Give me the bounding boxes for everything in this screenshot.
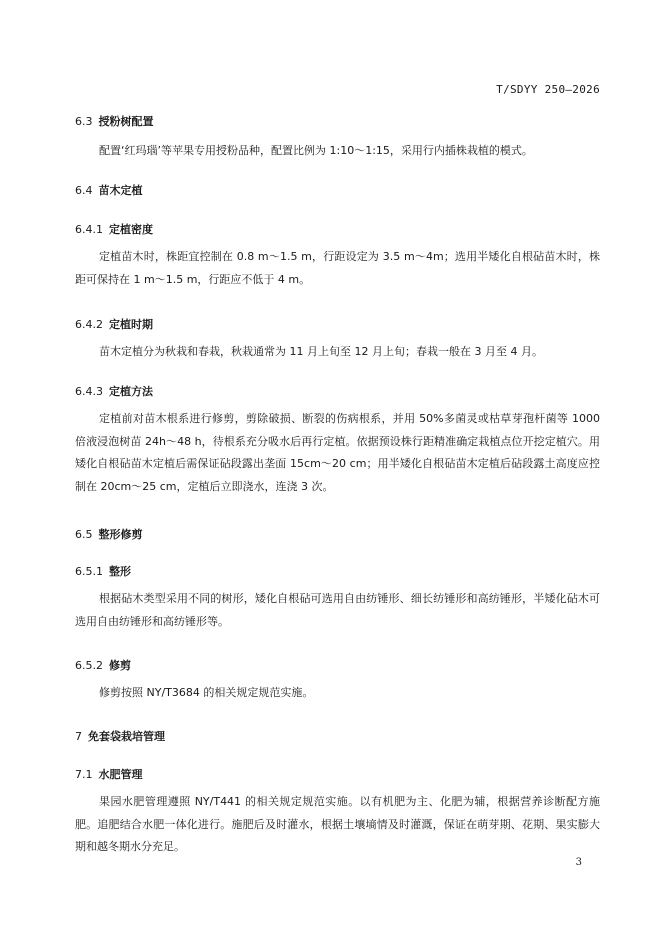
heading-6-5-2 bbox=[75, 657, 131, 673]
paragraph-6-3: 配置‘红玛瑙’等苹果专用授粉品种，配置比例为 1:10～1:15，采用行内插株栽植的模式。 bbox=[99, 144, 533, 157]
heading-6-4-3 bbox=[75, 383, 153, 399]
section-number: 7 bbox=[75, 730, 82, 743]
paragraph-7-1: 果园水肥管理遵照 NY/T441 的相关规定规范实施。以有机肥为主、化肥为辅，根据营养诊断配方施肥。追肥结合水肥一体化进行。施肥后及时灌水，根据土壤墒情及时灌溉，保证在萌芽期、花期、果实膨大期和越冬期水分充足。 bbox=[75, 795, 600, 853]
paragraph-6-5-1: 根据砧木类型采用不同的树形，矮化自根砧可选用自由纺锤形、细长纺锤形和高纺锤形，半矮化砧木可选用自由纺锤形和高纺锤形等。 bbox=[75, 592, 600, 628]
section-number: 6.4 bbox=[75, 184, 93, 197]
heading-7-1 bbox=[75, 766, 143, 782]
section-title: 苗木定植 bbox=[98, 184, 143, 197]
section-number: 6.3 bbox=[75, 115, 93, 128]
section-title: 定植时期 bbox=[109, 318, 153, 331]
section-number: 6.5 bbox=[75, 528, 93, 541]
heading-6-4-1 bbox=[75, 221, 153, 237]
paragraph-6-5-2: 修剪按照 NY/T3684 的相关规定规范实施。 bbox=[99, 686, 314, 699]
page-number: 3 bbox=[575, 857, 582, 868]
section-title: 定植密度 bbox=[109, 223, 153, 236]
section-number: 6.5.1 bbox=[75, 565, 103, 578]
heading-6-5 bbox=[75, 526, 143, 542]
section-title: 水肥管理 bbox=[98, 768, 143, 781]
section-title: 授粉树配置 bbox=[98, 115, 154, 128]
heading-6-4 bbox=[75, 182, 143, 198]
section-title: 定植方法 bbox=[109, 385, 153, 398]
section-title: 修剪 bbox=[109, 659, 131, 672]
section-number: 7.1 bbox=[75, 768, 93, 781]
heading-6-4-2 bbox=[75, 316, 153, 332]
section-title: 整形修剪 bbox=[98, 528, 143, 541]
section-number: 6.4.2 bbox=[75, 318, 103, 331]
section-number: 6.4.1 bbox=[75, 223, 103, 236]
heading-6-3 bbox=[75, 113, 154, 129]
heading-7 bbox=[75, 728, 165, 744]
document-code: T/SDYY 250—2026 bbox=[496, 83, 600, 96]
section-title: 整形 bbox=[109, 565, 131, 578]
section-title: 免套袋栽培管理 bbox=[88, 730, 165, 743]
paragraph-6-4-1: 定植苗木时，株距宜控制在 0.8 m～1.5 m，行距设定为 3.5 m～4m；选用半矮化自根砧苗木时，株距可保持在 1 m～1.5 m，行距应不低于 4 m。 bbox=[75, 250, 600, 286]
section-number: 6.5.2 bbox=[75, 659, 103, 672]
paragraph-6-4-2: 苗木定植分为秋栽和春栽，秋栽通常为 11 月上旬至 12 月上旬；春栽一般在 3 月至 4 月。 bbox=[99, 345, 543, 358]
section-number: 6.4.3 bbox=[75, 385, 103, 398]
paragraph-6-4-3: 定植前对苗木根系进行修剪，剪除破损、断裂的伤病根系，并用 50%多菌灵或枯草芽孢杆菌等 1000 倍液浸泡树苗 24h～48 h，待根系充分吸水后再行定植。依据预设株行距精准确定栽植点位开挖定植穴。用矮化自根砧苗木定植后需保证砧段露出垄面 15cm～20 cm；用半矮化自根砧苗木定植后砧段露土高度应控制在 20cm～25 cm，定植后立即浇水，连浇 3 次。 bbox=[75, 412, 600, 493]
heading-6-5-1 bbox=[75, 563, 131, 579]
